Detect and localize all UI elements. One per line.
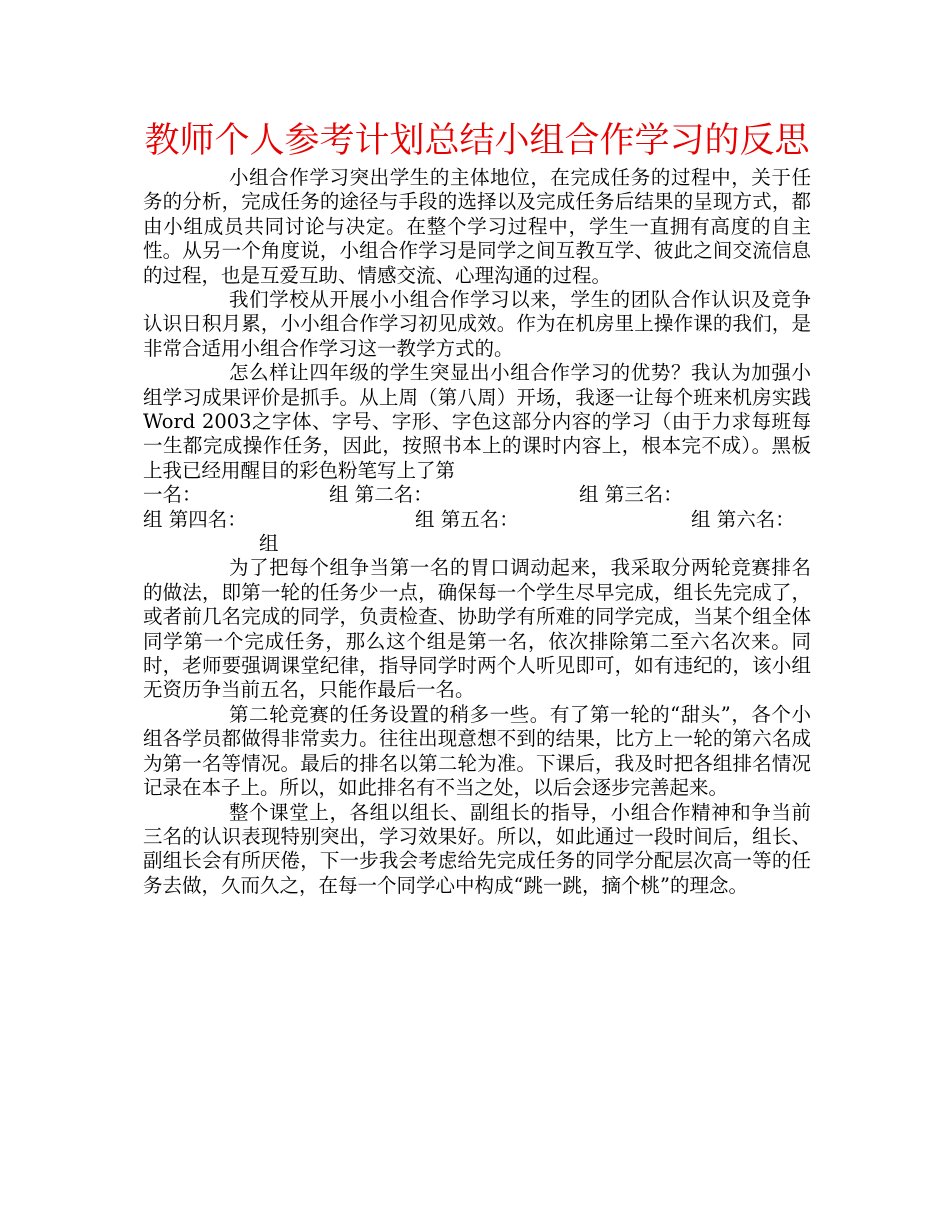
rank-sixth-group: 组	[259, 532, 279, 556]
rank-line-2	[143, 508, 811, 532]
document-body	[143, 166, 811, 898]
rank-third-label: 组 第三名：	[579, 483, 683, 507]
paragraph-5: 第二轮竞赛的任务设置的稍多一些。有了第一轮的“甜头”，各个小组各学员都做得非常卖力。往往出现意想不到的结果，比方上一轮的第六名成为第一名等情况。最后的排名以第二轮为准。下课后，我及时把各组排名情况记录在本子上。所以，如此排名有不当之处，以后会逐步完善起来。	[143, 702, 811, 800]
paragraph-3: 怎么样让四年级的学生突显出小组合作学习的优势？我认为加强小组学习成果评价是抓手。从上周（第八周）开场，我逐一让每个班来机房实践Word 2003之字体、字号、字形、字色这部分内容的学习（由于力求每班每一生都完成操作任务，因此，按照书本上的课时内容上，根本完不成）。黑板上我已经用醒目的彩色粉笔写上了第	[143, 361, 811, 482]
rank-second-label: 组 第二名：	[329, 483, 433, 507]
rank-sixth-label: 组 第六名：	[691, 507, 795, 531]
paragraph-2: 我们学校从开展小小组合作学习以来，学生的团队合作认识及竞争认识日积月累，小小组合作学习初见成效。作为在机房里上操作课的我们，是非常合适用小组合作学习这一教学方式的。	[143, 288, 811, 360]
rank-first-label: 一名：	[143, 483, 202, 507]
rank-line-3	[143, 532, 811, 556]
document-page	[143, 118, 811, 898]
document-title: 教师个人参考计划总结小组合作学习的反思	[144, 121, 810, 161]
paragraph-4: 为了把每个组争当第一名的胃口调动起来，我采取分两轮竞赛排名的做法，即第一轮的任务少一点，确保每一个学生尽早完成，组长先完成了，或者前几名完成的同学，负责检查、协助学有所难的同学完成，当某个组全体同学第一个完成任务，那么这个组是第一名，依次排除第二至六名次来。同时，老师要强调课堂纪律，指导同学时两个人听见即可，如有违纪的，该小组无资历争当前五名，只能作最后一名。	[143, 556, 811, 702]
rank-fourth-label: 组 第四名：	[143, 507, 247, 531]
paragraph-6: 整个课堂上，各组以组长、副组长的指导，小组合作精神和争当前三名的认识表现特别突出，学习效果好。所以，如此通过一段时间后，组长、副组长会有所厌倦，下一步我会考虑给先完成任务的同学分配层次高一等的任务去做，久而久之，在每一个同学心中构成“跳一跳，摘个桃”的理念。	[143, 800, 811, 897]
rank-line-1	[143, 483, 811, 507]
rank-fifth-label: 组 第五名：	[415, 507, 519, 531]
paragraph-1: 小组合作学习突出学生的主体地位，在完成任务的过程中，关于任务的分析，完成任务的途径与手段的选择以及完成任务后结果的呈现方式，都由小组成员共同讨论与决定。在整个学习过程中，学生一直拥有高度的自主性。从另一个角度说，小组合作学习是同学之间互教互学、彼此之间交流信息的过程，也是互爱互助、情感交流、心理沟通的过程。	[143, 166, 811, 287]
